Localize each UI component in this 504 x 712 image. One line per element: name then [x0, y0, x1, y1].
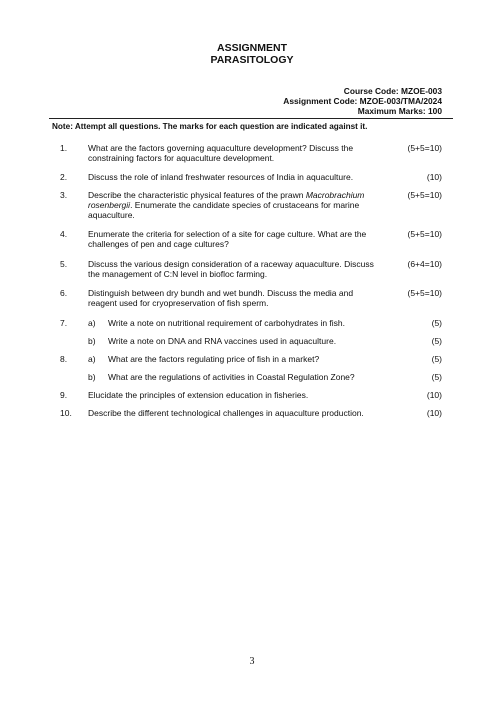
question-marks: (5+5=10): [407, 229, 442, 239]
assignment-heading: ASSIGNMENT: [216, 42, 287, 54]
page-number: 3: [249, 656, 255, 667]
question-text: Enumerate the criteria for selection of a site for cage culture. What are the challenges of pen and cage cultures?: [88, 229, 367, 250]
maximum-marks: Maximum Marks: 100: [357, 106, 442, 116]
question-text: [88, 190, 384, 221]
question-text: Discuss the role of inland freshwater resources of India in aquaculture.: [88, 172, 354, 182]
question-number: 6.: [60, 288, 68, 298]
question-text: Elucidate the principles of extension education in fisheries.: [88, 390, 309, 400]
question-number: 7.: [60, 318, 68, 328]
question-text: Discuss the various design consideration of a raceway aquaculture. Discuss the management of C:N level in biofloc farming.: [88, 259, 374, 280]
question-text: What are the factors regulating price of fish in a market?: [108, 354, 320, 364]
subpart-label: a): [88, 318, 96, 328]
question-text: Distinguish between dry bundh and wet bundh. Discuss the media and reagent used for cryopreservation of fish sperm.: [88, 288, 354, 309]
question-text: Write a note on DNA and RNA vaccines used in aquaculture.: [108, 336, 337, 346]
question-text: What are the factors governing aquaculture development? Discuss the constraining factors for aquaculture development.: [88, 143, 354, 164]
question-text-part: Describe the characteristic physical features of the prawn: [88, 190, 304, 200]
instructions-note: Note: Attempt all questions. The marks for each question are indicated against it.: [52, 122, 368, 131]
question-marks: (5+5=10): [407, 190, 442, 200]
question-number: 2.: [60, 172, 68, 182]
course-code: Course Code: MZOE-003: [343, 86, 442, 96]
question-marks: (5): [431, 318, 442, 328]
question-number: 4.: [60, 229, 68, 239]
question-text-part: . Enumerate the candidate species of crustaceans for marine aquaculture.: [88, 200, 360, 221]
question-text: Describe the different technological challenges in aquaculture production.: [88, 408, 364, 418]
question-number: 10.: [60, 408, 72, 418]
question-marks: (6+4=10): [407, 259, 442, 269]
question-number: 9.: [60, 390, 68, 400]
question-marks: (5+5=10): [407, 288, 442, 298]
question-marks: (5): [431, 354, 442, 364]
question-marks: (5+5=10): [407, 143, 442, 153]
question-number: 1.: [60, 143, 68, 153]
question-marks: (10): [426, 390, 442, 400]
question-number: 3.: [60, 190, 68, 200]
species-name: Macrobrachium rosenbergii: [88, 190, 365, 211]
question-number: 8.: [60, 354, 68, 364]
question-marks: (5): [431, 336, 442, 346]
question-marks: (10): [426, 408, 442, 418]
subpart-label: b): [88, 336, 96, 346]
question-text: What are the regulations of activities in Coastal Regulation Zone?: [108, 372, 355, 382]
subject-heading: PARASITOLOGY: [210, 54, 294, 66]
question-marks: (5): [431, 372, 442, 382]
assignment-code: Assignment Code: MZOE-003/TMA/2024: [283, 96, 442, 106]
subpart-label: b): [88, 372, 96, 382]
question-text: Write a note on nutritional requirement of carbohydrates in fish.: [108, 318, 346, 328]
question-marks: (10): [426, 172, 442, 182]
subpart-label: a): [88, 354, 96, 364]
question-number: 5.: [60, 259, 68, 269]
